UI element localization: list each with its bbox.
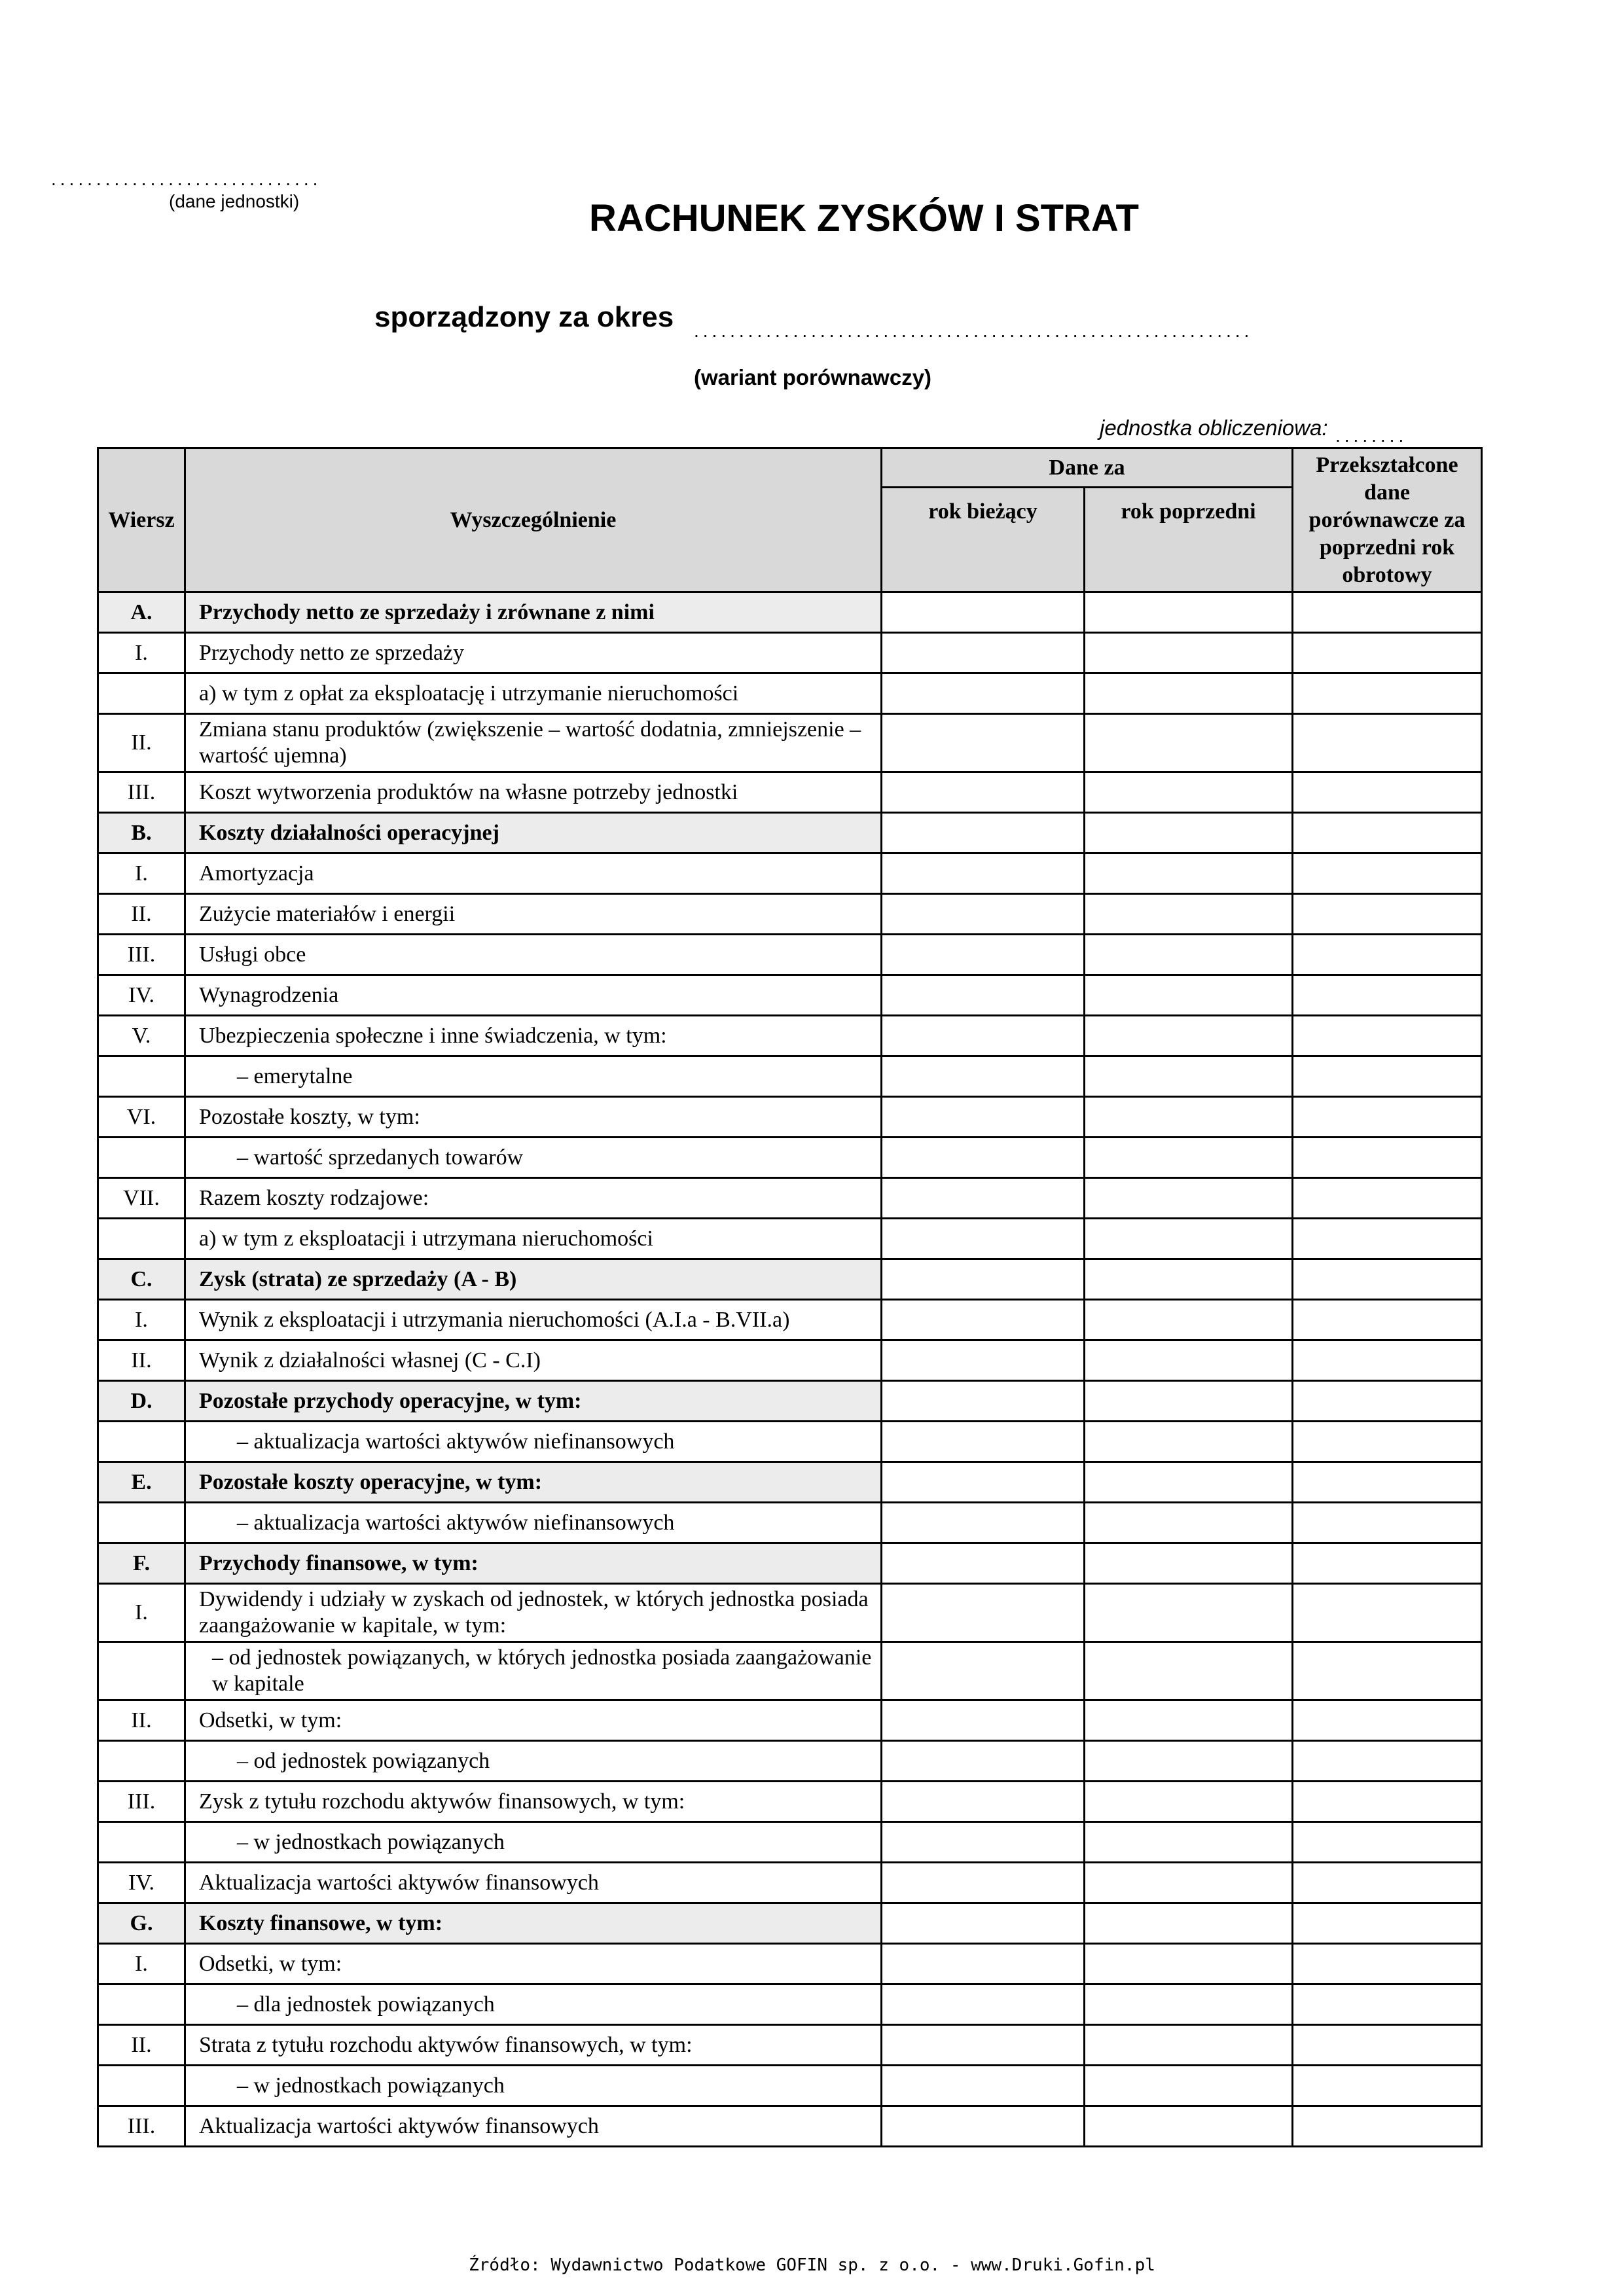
current-year-value-cell[interactable]	[882, 1503, 1085, 1543]
transformed-value-cell[interactable]	[1293, 1340, 1482, 1381]
table-row	[98, 853, 1482, 894]
previous-year-value-cell[interactable]	[1085, 1138, 1293, 1178]
previous-year-value-cell[interactable]	[1085, 1340, 1293, 1381]
row-number: C.	[98, 1259, 185, 1300]
header-transformed: Przekształcone dane porównawcze za poprzedni rok obrotowy	[1293, 448, 1482, 592]
transformed-value-cell[interactable]	[1293, 1863, 1482, 1903]
transformed-value-cell[interactable]	[1293, 1056, 1482, 1097]
transformed-value-cell[interactable]	[1293, 1462, 1482, 1503]
current-year-value-cell[interactable]	[882, 1543, 1085, 1584]
row-description: Wynik z eksploatacji i utrzymania nieruchomości (A.I.a - B.VII.a)	[185, 1300, 882, 1340]
table-row	[98, 813, 1482, 853]
previous-year-value-cell[interactable]	[1085, 813, 1293, 853]
previous-year-value-cell[interactable]	[1085, 1381, 1293, 1422]
row-number	[98, 1984, 185, 2025]
current-year-value-cell[interactable]	[882, 1381, 1085, 1422]
row-description: Zużycie materiałów i energii	[185, 894, 882, 935]
variant-label: (wariant porównawczy)	[694, 365, 932, 389]
table-row	[98, 1503, 1482, 1543]
transformed-value-cell[interactable]	[1293, 1822, 1482, 1863]
previous-year-value-cell[interactable]	[1085, 1543, 1293, 1584]
table-row	[98, 1903, 1482, 1944]
unit-field[interactable]: ........	[1335, 425, 1408, 446]
row-number: B.	[98, 813, 185, 853]
previous-year-value-cell[interactable]	[1085, 1503, 1293, 1543]
table-row	[98, 1741, 1482, 1782]
transformed-value-cell[interactable]	[1293, 633, 1482, 673]
table-row	[98, 894, 1482, 935]
transformed-value-cell[interactable]	[1293, 813, 1482, 853]
table-row	[98, 2066, 1482, 2106]
row-description: Aktualizacja wartości aktywów finansowych	[185, 2106, 882, 2147]
current-year-value-cell[interactable]	[882, 894, 1085, 935]
transformed-value-cell[interactable]	[1293, 1097, 1482, 1138]
previous-year-value-cell[interactable]	[1085, 1944, 1293, 1984]
previous-year-value-cell[interactable]	[1085, 1903, 1293, 1944]
current-year-value-cell[interactable]	[882, 2025, 1085, 2066]
table-row	[98, 1944, 1482, 1984]
table-row	[98, 1984, 1482, 2025]
table-row	[98, 1543, 1482, 1584]
previous-year-value-cell[interactable]	[1085, 592, 1293, 633]
row-number: I.	[98, 853, 185, 894]
row-description: Wynik z działalności własnej (C - C.I)	[185, 1340, 882, 1381]
previous-year-value-cell[interactable]	[1085, 1300, 1293, 1340]
transformed-value-cell[interactable]	[1293, 1984, 1482, 2025]
row-description: Usługi obce	[185, 935, 882, 975]
current-year-value-cell[interactable]	[882, 592, 1085, 633]
row-description: Aktualizacja wartości aktywów finansowych	[185, 1863, 882, 1903]
row-number: II.	[98, 714, 185, 772]
previous-year-value-cell[interactable]	[1085, 1584, 1293, 1642]
row-number: IV.	[98, 975, 185, 1016]
transformed-value-cell[interactable]	[1293, 1782, 1482, 1822]
row-description: Odsetki, w tym:	[185, 1944, 882, 1984]
previous-year-value-cell[interactable]	[1085, 1422, 1293, 1462]
transformed-value-cell[interactable]	[1293, 592, 1482, 633]
previous-year-value-cell[interactable]	[1085, 1822, 1293, 1863]
table-row	[98, 1300, 1482, 1340]
table-row	[98, 633, 1482, 673]
header-current-year: rok bieżący	[882, 488, 1085, 592]
row-number	[98, 1422, 185, 1462]
row-number: V.	[98, 1016, 185, 1056]
row-description: Zmiana stanu produktów (zwiększenie – wartość dodatnia, zmniejszenie – wartość ujemna)	[185, 714, 882, 772]
current-year-value-cell[interactable]	[882, 1782, 1085, 1822]
transformed-value-cell[interactable]	[1293, 2106, 1482, 2147]
current-year-value-cell[interactable]	[882, 935, 1085, 975]
transformed-value-cell[interactable]	[1293, 1903, 1482, 1944]
entity-data-label: (dane jednostki)	[169, 191, 300, 211]
table-row	[98, 1422, 1482, 1462]
row-description: – w jednostkach powiązanych	[185, 1822, 882, 1863]
transformed-value-cell[interactable]	[1293, 1300, 1482, 1340]
previous-year-value-cell[interactable]	[1085, 1741, 1293, 1782]
row-description: – aktualizacja wartości aktywów niefinansowych	[185, 1422, 882, 1462]
row-number: II.	[98, 1700, 185, 1741]
current-year-value-cell[interactable]	[882, 1462, 1085, 1503]
row-description: Koszt wytworzenia produktów na własne potrzeby jednostki	[185, 772, 882, 813]
row-description: Przychody netto ze sprzedaży i zrównane z nimi	[185, 592, 882, 633]
previous-year-value-cell[interactable]	[1085, 853, 1293, 894]
transformed-value-cell[interactable]	[1293, 673, 1482, 714]
row-number	[98, 1056, 185, 1097]
row-description: – od jednostek powiązanych	[185, 1741, 882, 1782]
table-row	[98, 1642, 1482, 1700]
previous-year-value-cell[interactable]	[1085, 1178, 1293, 1219]
table-row	[98, 1056, 1482, 1097]
current-year-value-cell[interactable]	[882, 813, 1085, 853]
row-description: Wynagrodzenia	[185, 975, 882, 1016]
row-description: Strata z tytułu rozchodu aktywów finansowych, w tym:	[185, 2025, 882, 2066]
transformed-value-cell[interactable]	[1293, 1138, 1482, 1178]
transformed-value-cell[interactable]	[1293, 1422, 1482, 1462]
row-number: I.	[98, 633, 185, 673]
row-description: – emerytalne	[185, 1056, 882, 1097]
row-number: I.	[98, 1300, 185, 1340]
row-number: I.	[98, 1944, 185, 1984]
row-number	[98, 1642, 185, 1700]
transformed-value-cell[interactable]	[1293, 1642, 1482, 1700]
row-number	[98, 1138, 185, 1178]
transformed-value-cell[interactable]	[1293, 1700, 1482, 1741]
row-number	[98, 1741, 185, 1782]
transformed-value-cell[interactable]	[1293, 772, 1482, 813]
row-description: – od jednostek powiązanych, w których jednostka posiada zaangażowanie w kapitale	[185, 1642, 882, 1700]
row-number: VII.	[98, 1178, 185, 1219]
row-number: III.	[98, 1782, 185, 1822]
row-description: Przychody netto ze sprzedaży	[185, 633, 882, 673]
row-number: G.	[98, 1903, 185, 1944]
profit-loss-table	[97, 447, 1483, 2147]
table-row	[98, 1340, 1482, 1381]
entity-data-field[interactable]: ..............................	[51, 169, 322, 189]
row-description: Amortyzacja	[185, 853, 882, 894]
current-year-value-cell[interactable]	[882, 1944, 1085, 1984]
row-description: – aktualizacja wartości aktywów niefinansowych	[185, 1503, 882, 1543]
current-year-value-cell[interactable]	[882, 853, 1085, 894]
source-footer: Źródło: Wydawnictwo Podatkowe GOFIN sp. z o.o. - www.Druki.Gofin.pl	[469, 2255, 1155, 2275]
row-description: Przychody finansowe, w tym:	[185, 1543, 882, 1584]
current-year-value-cell[interactable]	[882, 1422, 1085, 1462]
row-description: Odsetki, w tym:	[185, 1700, 882, 1741]
previous-year-value-cell[interactable]	[1085, 1782, 1293, 1822]
row-number: III.	[98, 935, 185, 975]
table-row	[98, 1462, 1482, 1503]
transformed-value-cell[interactable]	[1293, 714, 1482, 772]
table-row	[98, 1219, 1482, 1259]
row-description: Koszty finansowe, w tym:	[185, 1903, 882, 1944]
row-description: Ubezpieczenia społeczne i inne świadczenia, w tym:	[185, 1016, 882, 1056]
current-year-value-cell[interactable]	[882, 1016, 1085, 1056]
previous-year-value-cell[interactable]	[1085, 894, 1293, 935]
header-description: Wyszczególnienie	[185, 448, 882, 592]
row-description: – w jednostkach powiązanych	[185, 2066, 882, 2106]
table-row	[98, 1259, 1482, 1300]
period-label: sporządzony za okres	[374, 301, 674, 333]
previous-year-value-cell[interactable]	[1085, 1462, 1293, 1503]
previous-year-value-cell[interactable]	[1085, 772, 1293, 813]
row-number: F.	[98, 1543, 185, 1584]
transformed-value-cell[interactable]	[1293, 1503, 1482, 1543]
transformed-value-cell[interactable]	[1293, 1584, 1482, 1642]
previous-year-value-cell[interactable]	[1085, 633, 1293, 673]
row-description: a) w tym z eksploatacji i utrzymana nieruchomości	[185, 1219, 882, 1259]
transformed-value-cell[interactable]	[1293, 894, 1482, 935]
current-year-value-cell[interactable]	[882, 1300, 1085, 1340]
current-year-value-cell[interactable]	[882, 1700, 1085, 1741]
table-row	[98, 2025, 1482, 2066]
previous-year-value-cell[interactable]	[1085, 1097, 1293, 1138]
previous-year-value-cell[interactable]	[1085, 1642, 1293, 1700]
current-year-value-cell[interactable]	[882, 1984, 1085, 2025]
row-number: D.	[98, 1381, 185, 1422]
row-description: Pozostałe koszty operacyjne, w tym:	[185, 1462, 882, 1503]
row-description: a) w tym z opłat za eksploatację i utrzymanie nieruchomości	[185, 673, 882, 714]
current-year-value-cell[interactable]	[882, 1259, 1085, 1300]
transformed-value-cell[interactable]	[1293, 853, 1482, 894]
current-year-value-cell[interactable]	[882, 633, 1085, 673]
current-year-value-cell[interactable]	[882, 1056, 1085, 1097]
transformed-value-cell[interactable]	[1293, 1178, 1482, 1219]
current-year-value-cell[interactable]	[882, 772, 1085, 813]
transformed-value-cell[interactable]	[1293, 1016, 1482, 1056]
row-number: IV.	[98, 1863, 185, 1903]
row-number: III.	[98, 2106, 185, 2147]
previous-year-value-cell[interactable]	[1085, 673, 1293, 714]
current-year-value-cell[interactable]	[882, 1340, 1085, 1381]
row-number	[98, 1503, 185, 1543]
previous-year-value-cell[interactable]	[1085, 1219, 1293, 1259]
previous-year-value-cell[interactable]	[1085, 1863, 1293, 1903]
row-description: – wartość sprzedanych towarów	[185, 1138, 882, 1178]
previous-year-value-cell[interactable]	[1085, 2025, 1293, 2066]
transformed-value-cell[interactable]	[1293, 1944, 1482, 1984]
transformed-value-cell[interactable]	[1293, 1381, 1482, 1422]
previous-year-value-cell[interactable]	[1085, 2106, 1293, 2147]
previous-year-value-cell[interactable]	[1085, 1700, 1293, 1741]
row-description: Pozostałe koszty, w tym:	[185, 1097, 882, 1138]
row-number: II.	[98, 1340, 185, 1381]
previous-year-value-cell[interactable]	[1085, 1016, 1293, 1056]
transformed-value-cell[interactable]	[1293, 2066, 1482, 2106]
transformed-value-cell[interactable]	[1293, 1741, 1482, 1782]
table-row	[98, 592, 1482, 633]
row-number	[98, 2066, 185, 2106]
previous-year-value-cell[interactable]	[1085, 1259, 1293, 1300]
row-number	[98, 1219, 185, 1259]
table-row	[98, 1700, 1482, 1741]
row-number: II.	[98, 894, 185, 935]
previous-year-value-cell[interactable]	[1085, 2066, 1293, 2106]
current-year-value-cell[interactable]	[882, 2066, 1085, 2106]
transformed-value-cell[interactable]	[1293, 975, 1482, 1016]
row-description: Koszty działalności operacyjnej	[185, 813, 882, 853]
current-year-value-cell[interactable]	[882, 1178, 1085, 1219]
previous-year-value-cell[interactable]	[1085, 1056, 1293, 1097]
header-data-for: Dane za	[882, 448, 1293, 488]
current-year-value-cell[interactable]	[882, 1863, 1085, 1903]
period-field[interactable]: ..............................................................	[694, 321, 1254, 341]
document-title: RACHUNEK ZYSKÓW I STRAT	[589, 197, 1139, 240]
current-year-value-cell[interactable]	[882, 2106, 1085, 2147]
table-row	[98, 1584, 1482, 1642]
table-row	[98, 1178, 1482, 1219]
transformed-value-cell[interactable]	[1293, 935, 1482, 975]
current-year-value-cell[interactable]	[882, 1097, 1085, 1138]
row-description: Zysk z tytułu rozchodu aktywów finansowych, w tym:	[185, 1782, 882, 1822]
transformed-value-cell[interactable]	[1293, 1543, 1482, 1584]
row-description: Pozostałe przychody operacyjne, w tym:	[185, 1381, 882, 1422]
current-year-value-cell[interactable]	[882, 975, 1085, 1016]
table-row	[98, 673, 1482, 714]
current-year-value-cell[interactable]	[882, 673, 1085, 714]
previous-year-value-cell[interactable]	[1085, 1984, 1293, 2025]
current-year-value-cell[interactable]	[882, 1584, 1085, 1642]
table-row	[98, 714, 1482, 772]
row-description: – dla jednostek powiązanych	[185, 1984, 882, 2025]
row-number: A.	[98, 592, 185, 633]
transformed-value-cell[interactable]	[1293, 1259, 1482, 1300]
table-row	[98, 1782, 1482, 1822]
current-year-value-cell[interactable]	[882, 1903, 1085, 1944]
table-row	[98, 935, 1482, 975]
current-year-value-cell[interactable]	[882, 1138, 1085, 1178]
header-previous-year: rok poprzedni	[1085, 488, 1293, 592]
table-row	[98, 1138, 1482, 1178]
table-row	[98, 975, 1482, 1016]
row-number: VI.	[98, 1097, 185, 1138]
previous-year-value-cell[interactable]	[1085, 975, 1293, 1016]
transformed-value-cell[interactable]	[1293, 2025, 1482, 2066]
current-year-value-cell[interactable]	[882, 1822, 1085, 1863]
transformed-value-cell[interactable]	[1293, 1219, 1482, 1259]
current-year-value-cell[interactable]	[882, 1741, 1085, 1782]
row-number: III.	[98, 772, 185, 813]
table-row	[98, 1016, 1482, 1056]
current-year-value-cell[interactable]	[882, 1219, 1085, 1259]
previous-year-value-cell[interactable]	[1085, 935, 1293, 975]
row-description: Dywidendy i udziały w zyskach od jednostek, w których jednostka posiada zaangażowanie w kapitale, w tym:	[185, 1584, 882, 1642]
row-number: I.	[98, 1584, 185, 1642]
table-row	[98, 1822, 1482, 1863]
row-number	[98, 1822, 185, 1863]
header-wiersz: Wiersz	[98, 448, 185, 592]
unit-label: jednostka obliczeniowa:	[1100, 416, 1328, 440]
table-row	[98, 1097, 1482, 1138]
current-year-value-cell[interactable]	[882, 714, 1085, 772]
table-row	[98, 1863, 1482, 1903]
table-row	[98, 1381, 1482, 1422]
row-number: II.	[98, 2025, 185, 2066]
row-number	[98, 673, 185, 714]
previous-year-value-cell[interactable]	[1085, 714, 1293, 772]
row-description: Zysk (strata) ze sprzedaży (A - B)	[185, 1259, 882, 1300]
table-row	[98, 2106, 1482, 2147]
row-description: Razem koszty rodzajowe:	[185, 1178, 882, 1219]
row-number: E.	[98, 1462, 185, 1503]
current-year-value-cell[interactable]	[882, 1642, 1085, 1700]
table-row	[98, 772, 1482, 813]
